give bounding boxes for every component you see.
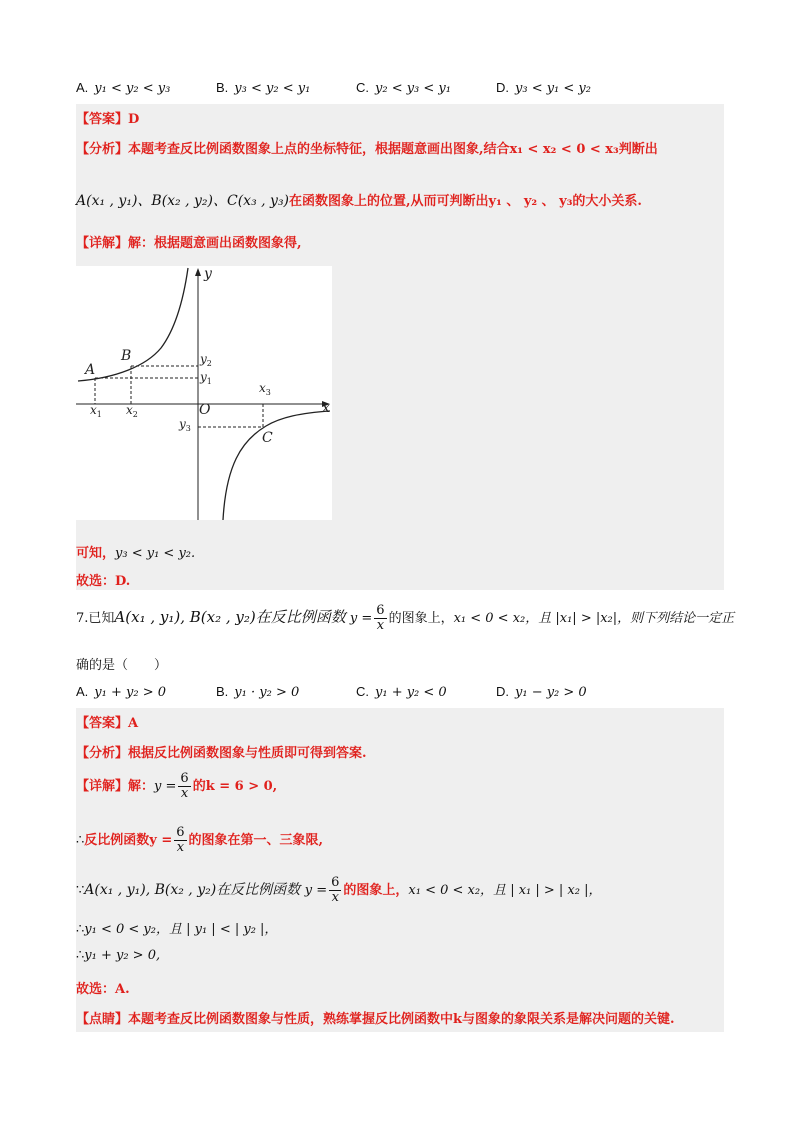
q7-step2-line: ∴反比例函数y = $\frac{6}{x}$ 的图象在第一、三象限, <box>76 825 324 855</box>
q7-fraction: $\frac{6}{x}$ <box>376 603 385 633</box>
x2-label: $x_2$ <box>126 403 138 419</box>
y-axis-label: y <box>204 266 212 282</box>
x3-label: $x_3$ <box>259 381 271 397</box>
hyperbola-figure <box>76 266 332 520</box>
q7-step4-line: ∴y₁ < 0 < y₂，且 | y₁ | < | y₂ |， <box>76 922 278 937</box>
q7-option-a: A. y₁ + y₂ > 0 <box>76 684 166 700</box>
y3-label: $y_3$ <box>179 417 191 433</box>
origin-label: O <box>199 402 211 418</box>
q7-detail-fraction: $\frac{6}{x}$ <box>180 771 189 801</box>
q6-option-c: C. y₂ < y₃ < y₁ <box>356 80 451 96</box>
q7-step3-fraction: $\frac{6}{x}$ <box>331 875 340 905</box>
q7-option-c: C. y₁ + y₂ < 0 <box>356 684 447 700</box>
q7-answer-line: 【答案】A <box>76 716 139 731</box>
q7-stem-line1: 7.已知A(x₁ , y₁), B(x₂ , y₂)在反比例函数 y = $\frac{6}{x}$ 的图象上，x₁ < 0 < x₂，且 |x₁| > |x₂|，则下列结论一定正 <box>76 603 735 633</box>
q6-analysis-line: 【分析】本题考查反比例函数图象上点的坐标特征，根据题意画出图象,结合x₁ < x₂ < 0 < x₃判断出 <box>76 142 658 157</box>
q6-option-d: D. y₃ < y₁ < y₂ <box>496 80 591 96</box>
y2-label: $y_2$ <box>200 352 212 368</box>
point-a-label: A <box>85 362 96 378</box>
x-axis-label: x <box>322 400 330 416</box>
q7-choice-line: 故选：A. <box>76 982 130 997</box>
q7-detail-line: 【详解】解：y = $\frac{6}{x}$ 的k = 6 > 0, <box>76 771 278 801</box>
y1-label: $y_1$ <box>200 370 212 386</box>
q7-step5-line: ∴y₁ + y₂ > 0, <box>76 948 161 963</box>
y-axis-arrow <box>195 268 201 276</box>
q7-point-line: 【点睛】本题考查反比例函数图象与性质，熟练掌握反比例函数中k与图象的象限关系是解决问题的关键. <box>76 1012 675 1027</box>
q7-option-d: D. y₁ − y₂ > 0 <box>496 684 587 700</box>
q6-option-b: B. y₃ < y₂ < y₁ <box>216 80 311 96</box>
x1-label: $x_1$ <box>90 403 102 419</box>
q6-choice-line: 故选：D. <box>76 574 131 589</box>
q6-option-a: A. y₁ < y₂ < y₃ <box>76 80 171 96</box>
q6-conclusion-line: 可知，y₃ < y₁ < y₂. <box>76 546 196 561</box>
q6-answer-line: 【答案】D <box>76 112 140 127</box>
q6-analysis-line2: A(x₁ , y₁)、B(x₂ , y₂)、C(x₃ , y₃)在函数图象上的位置,从而可判断出y₁ 、 y₂ 、 y₃的大小关系. <box>76 193 642 209</box>
q7-step3-line: ∵A(x₁ , y₁), B(x₂ , y₂)在反比例函数 y = $\frac{6}{x}$ 的图象上，x₁ < 0 < x₂，且 | x₁ | > | x₂ |， <box>76 875 602 905</box>
q7-stem-line2: 确的是（ ） <box>76 658 168 673</box>
point-b-label: B <box>121 348 132 364</box>
q6-detail-line: 【详解】解：根据题意画出函数图象得, <box>76 236 302 251</box>
q7-option-b: B. y₁ · y₂ > 0 <box>216 684 300 700</box>
q7-step2-fraction: $\frac{6}{x}$ <box>176 825 185 855</box>
point-c-label: C <box>262 430 273 446</box>
q7-analysis-line: 【分析】根据反比例函数图象与性质即可得到答案. <box>76 746 367 761</box>
hyperbola-graph <box>76 266 332 520</box>
